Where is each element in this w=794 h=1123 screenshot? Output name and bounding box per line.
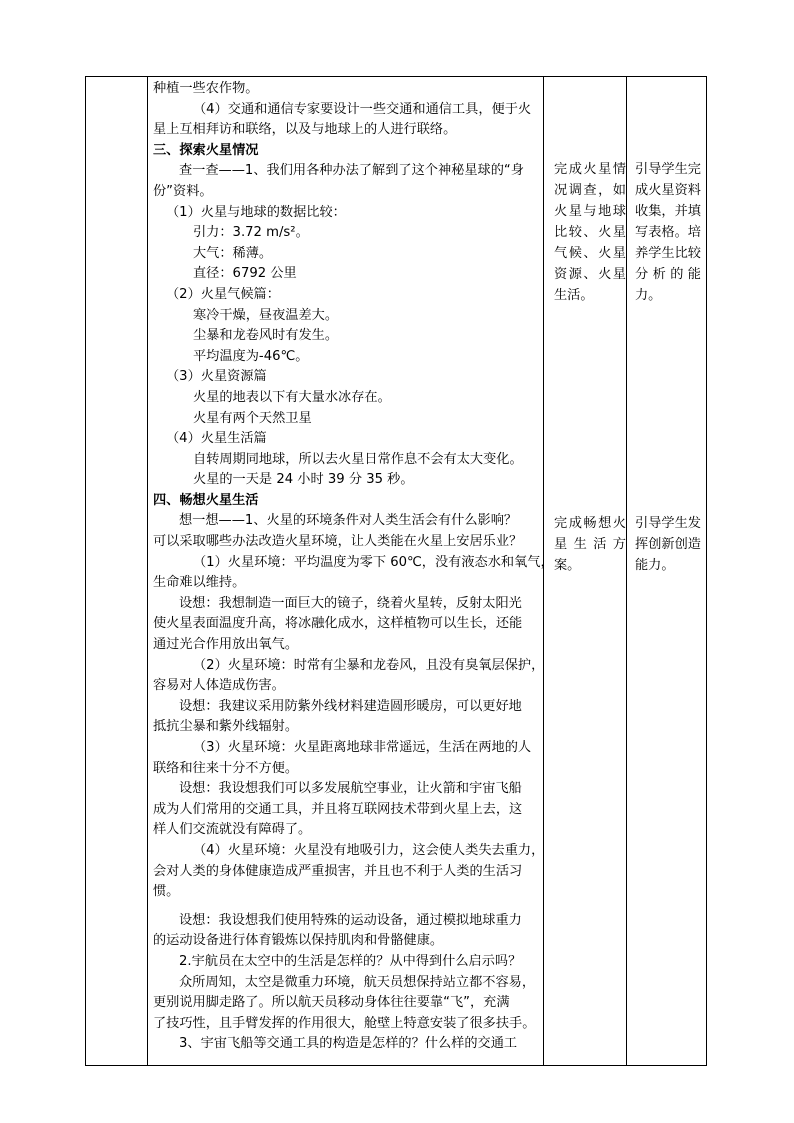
text-line: 星上互相拜访和联络，以及与地球上的人进行联络。	[153, 122, 457, 138]
activity-cell-imagine: 完成畅想火星生活方案。	[554, 516, 626, 573]
text-line: 通过光合作用放出氧气。	[153, 637, 299, 653]
text-line: 设想：我设想我们使用特殊的运动设备，通过模拟地球重力	[179, 912, 522, 928]
intent-cell-imagine: 引导学生发挥创新创造能力。	[635, 516, 701, 573]
text-line: 火星的一天是 24 小时 39 分 35 秒。	[193, 472, 414, 488]
text-line: （2）火星环境：时常有尘暴和龙卷风，且没有臭氧层保护，	[193, 657, 545, 673]
text-line: （1）火星与地球的数据比较：	[166, 204, 346, 220]
text-line: 的运动设备进行体育锻炼以保持肌肉和骨骼健康。	[153, 933, 444, 949]
text-line: 抵抗尘暴和紫外线辐射。	[153, 719, 299, 735]
text-line: 平均温度为-46℃。	[193, 348, 309, 364]
text-line: 寒冷干燥，昼夜温差大。	[193, 307, 339, 323]
text-line: 种植一些农作物。	[153, 81, 259, 96]
text-line: （3）火星资源篇	[166, 369, 267, 385]
activity-cell-explore: 完成火星情况调查，如火星与地球比较、火星气候、火星资源、火星生活。	[554, 162, 626, 303]
text-line: 容易对人体造成伤害。	[153, 678, 285, 694]
design-intent-column	[627, 77, 707, 1065]
text-line: 火星的地表以下有大量水冰存在。	[193, 389, 391, 405]
text-line: 联络和往来十分不方便。	[153, 760, 299, 776]
text-line: 使火星表面温度升高，将冰融化成水，这样植物可以生长，还能	[153, 616, 523, 632]
text-line: 想一想——1、火星的环境条件对人类生活会有什么影响？	[179, 513, 518, 529]
text-line: 份”资料。	[153, 183, 213, 199]
text-line: 更别说用脚走路了。所以航天员移动身体往往要靠“飞”，充满	[153, 995, 510, 1011]
text-line: 自转周期同地球，所以去火星日常作息不会有太大变化。	[193, 451, 523, 467]
teaching-process-column	[148, 77, 554, 1065]
text-line: 设想：我建议采用防紫外线材料建造圆形暖房，可以更好地	[179, 698, 522, 714]
text-line: 众所周知，太空是微重力环境，航天员想保持站立都不容易，	[179, 974, 536, 990]
section-heading: 三、探索火星情况	[153, 142, 259, 158]
text-line: （2）火星气候篇：	[166, 286, 280, 302]
intent-cell-explore: 引导学生完成火星资料收集，并填写表格。培养学生比较分析的能力。	[635, 162, 701, 303]
text-line: 可以采取哪些办法改造火星环境，让人类能在火星上安居乐业？	[153, 534, 523, 550]
text-line: 大气：稀薄。	[193, 245, 273, 261]
text-line: （4）交通和通信专家要设计一些交通和通信工具，便于火	[193, 101, 532, 117]
text-line: 样人们交流就没有障碍了。	[153, 822, 312, 838]
text-line: 惯。	[153, 884, 180, 900]
text-line: 3、宇宙飞船等交通工具的构造是怎样的？什么样的交通工	[179, 1036, 518, 1052]
text-line: 设想：我设想我们可以多发展航空事业，让火箭和宇宙飞船	[179, 781, 522, 797]
text-line: 查一查——1、我们用各种办法了解到了这个神秘星球的“身	[179, 163, 524, 179]
text-line: 会对人类的身体健康造成严重损害，并且也不利于人类的生活习	[153, 863, 523, 879]
text-line: （4）火星生活篇	[166, 431, 267, 447]
text-line: 设想：我想制造一面巨大的镜子，绕着火星转，反射太阳光	[179, 595, 522, 611]
text-line: 火星有两个天然卫星	[193, 410, 312, 426]
text-line: 生命难以维持。	[153, 575, 246, 591]
text-line: 直径：6792 公里	[193, 266, 297, 282]
text-line: （4）火星环境：火星没有地吸引力，这会使人类失去重力，	[193, 842, 545, 858]
text-line: 2.宇航员在太空中的生活是怎样的？从中得到什么启示吗？	[179, 953, 522, 969]
section-heading: 四、畅想火星生活	[153, 492, 259, 508]
lesson-table	[85, 76, 707, 1066]
student-activity-column	[544, 77, 626, 1065]
text-line: 尘暴和龙卷风时有发生。	[193, 328, 339, 344]
text-line: （1）火星环境：平均温度为零下 60℃，没有液态水和氧气，	[193, 554, 554, 570]
spacer	[153, 903, 537, 911]
text-line: （3）火星环境：火星距离地球非常遥远，生活在两地的人	[193, 740, 532, 755]
text-line: 引力：3.72 m/s²。	[193, 225, 309, 241]
text-line: 成为人们常用的交通工具，并且将互联网技术带到火星上去，这	[153, 801, 523, 817]
text-line: 了技巧性，且手臂发挥的作用很大，舱壁上特意安装了很多扶手。	[153, 1015, 536, 1031]
